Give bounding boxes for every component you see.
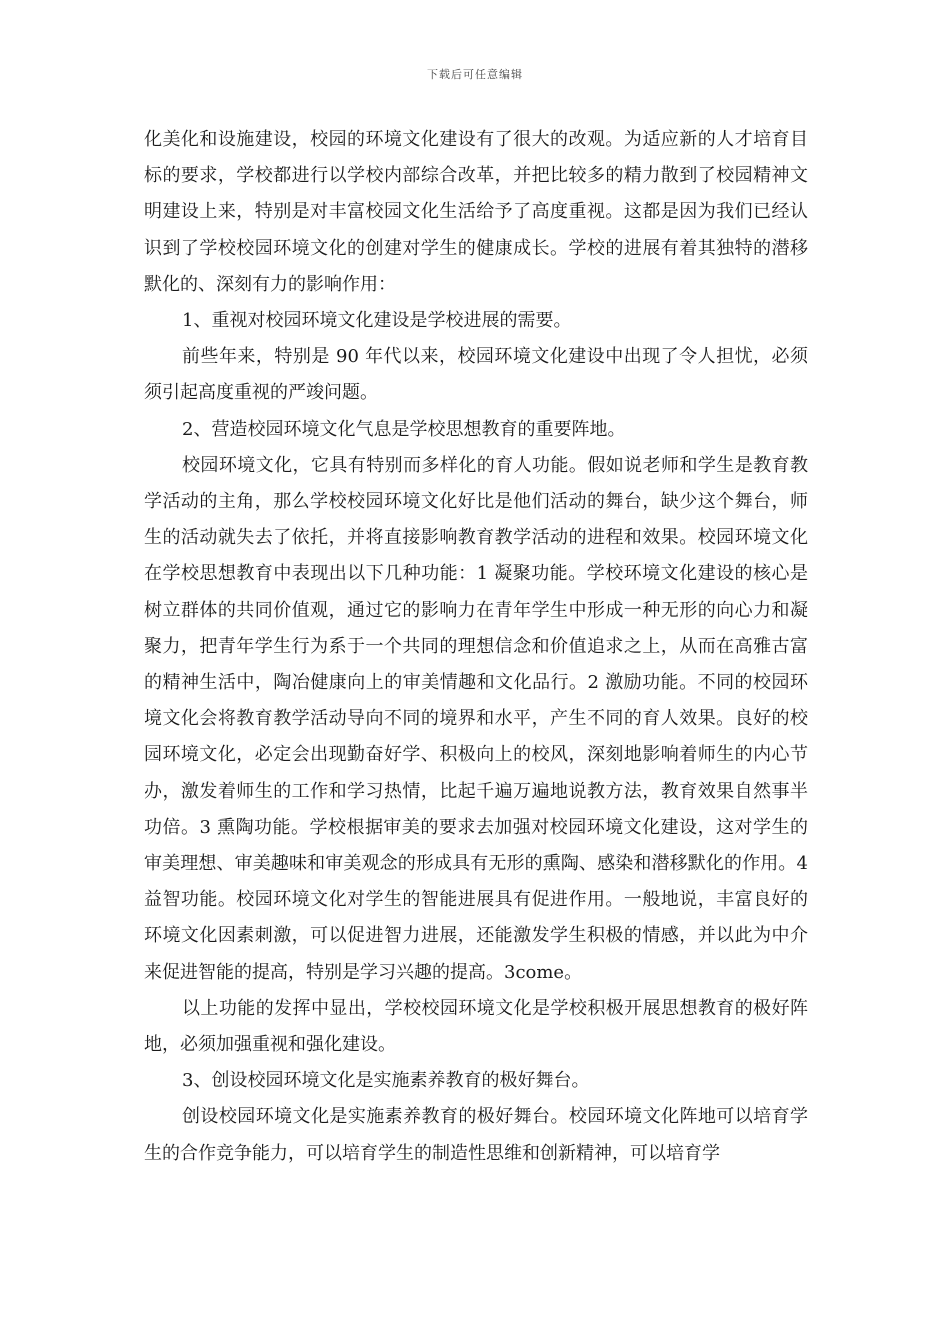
section-heading-3: 3、创设校园环境文化是实施素养教育的极好舞台。 — [182, 1070, 590, 1092]
paragraph-1: 化美化和设施建设，校园的环境文化建设有了很大的改观。为适应新的人才培育目标的要求，学校都进行以学校内部综合改革，并把比较多的精力散到了校园精神文明建设上来，特别是对丰富校园文化生活给予了高度重视。这都是因为我们已经认识到了学校校园环境文化的创建对学生的健康成长。学校的进展有着其独特的潜移默化的、深刻有力的影响作用： — [144, 129, 808, 295]
section-heading-2: 2、营造校园环境文化气息是学校思想教育的重要阵地。 — [182, 418, 626, 440]
page-header: 下载后可任意编辑 — [427, 68, 523, 81]
paragraph-5: 创设校园环境文化是实施素养教育的极好舞台。校园环境文化阵地可以培育学生的合作竞争能力，可以培育学生的制造性思维和创新精神，可以培育学 — [144, 1106, 808, 1164]
paragraph-3: 校园环境文化，它具有特别而多样化的育人功能。假如说老师和学生是教育教学活动的主角，那么学校校园环境文化好比是他们活动的舞台，缺少这个舞台，师生的活动就失去了依托，并将直接影响教育教学活动的进程和效果。校园环境文化在学校思想教育中表现出以下几种功能：1 凝聚功能。学校环境文化建设的核心是树立群体的共同价值观，通过它的影响力在青年学生中形成一种无形的向心力和凝聚力，把青年学生行为系于一个共同的理想信念和价值追求之上，从而在高雅古富的精神生活中，陶冶健康向上的审美情趣和文化品行。2 激励功能。不同的校园环境文化会将教育教学活动导向不同的境界和水平，产生不同的育人效果。良好的校园环境文化，必定会出现勤奋好学、积极向上的校风，深刻地影响着师生的内心节办，激发着师生的工作和学习热情，比起千遍万遍地说教方法，教育效果自然事半功倍。3 熏陶功能。学校根据审美的要求去加强对校园环境文化建设，这对学生的审美理想、审美趣味和审美观念的形成具有无形的熏陶、感染和潜移默化的作用。4 益智功能。校园环境文化对学生的智能进展具有促进作用。一般地说，丰富良好的环境文化因素刺激，可以促进智力进展，还能激发学生积极的情感，并以此为中介来促进智能的提高，特别是学习兴趣的提高。3come。 — [144, 454, 808, 983]
section-heading-1: 1、重视对校园环境文化建设是学校进展的需要。 — [182, 310, 572, 332]
paragraph-4: 以上功能的发挥中显出，学校校园环境文化是学校积极开展思想教育的极好阵地，必须加强重视和强化建设。 — [144, 997, 808, 1056]
paragraph-2: 前些年来，特别是 90 年代以来，校园环境文化建设中出现了令人担忧，必须须引起高度重视的严竣问题。 — [144, 346, 808, 404]
document-body — [144, 122, 808, 1172]
